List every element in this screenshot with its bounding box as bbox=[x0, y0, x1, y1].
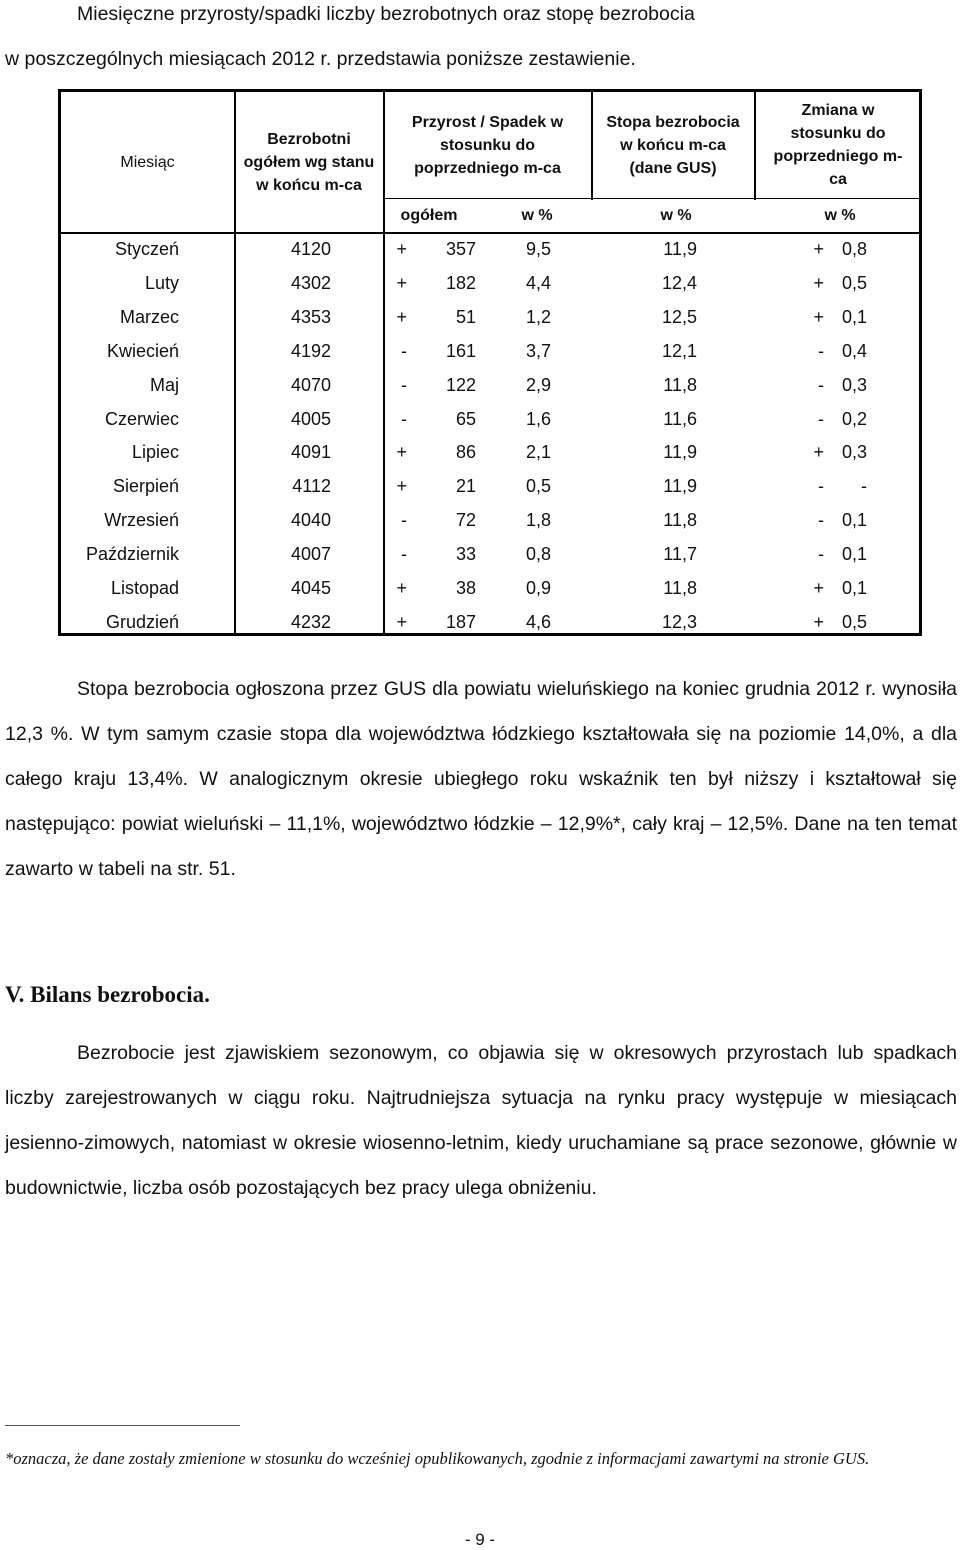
cell-change-abs: 122 bbox=[445, 374, 476, 395]
cell-change-pct: 3,7 bbox=[525, 340, 551, 361]
cell-change-abs: 161 bbox=[445, 340, 476, 361]
cell-change-abs: 182 bbox=[445, 272, 476, 293]
cell-change-sign: + bbox=[396, 611, 407, 632]
cell-rate: 12,1 bbox=[661, 340, 697, 361]
cell-rate-change-value: 0,1 bbox=[841, 578, 867, 598]
footnote-separator bbox=[5, 1425, 240, 1426]
cell-change-sign: + bbox=[396, 239, 407, 259]
cell-change-pct: 2,1 bbox=[525, 442, 551, 463]
cell-change-pct: 0,5 bbox=[525, 476, 551, 497]
cell-change-pct: 2,9 bbox=[525, 374, 551, 395]
cell-month: Styczeń bbox=[114, 239, 179, 259]
header-unemployed: Bezrobotni ogółem wg stanu w końcu m-ca bbox=[243, 130, 375, 194]
cell-change-pct: 1,6 bbox=[525, 408, 551, 429]
cell-total: 4091 bbox=[290, 442, 331, 463]
cell-rate-change-sign: - bbox=[818, 476, 824, 497]
cell-rate-change-value: 0,8 bbox=[841, 239, 867, 259]
cell-rate-change-value: 0,2 bbox=[841, 408, 867, 429]
header-change: Przyrost / Spadek w stosunku do poprzedniego m-ca bbox=[411, 113, 564, 177]
cell-rate: 11,8 bbox=[663, 578, 697, 598]
intro-line-1: Miesięczne przyrosty/spadki liczby bezrobotnych oraz stopę bezrobocia bbox=[77, 3, 695, 25]
cell-change-sign: + bbox=[396, 272, 407, 293]
subheader-total: ogółem bbox=[400, 207, 458, 224]
cell-change-sign: + bbox=[396, 476, 407, 497]
cell-change-pct: 1,2 bbox=[525, 306, 551, 327]
paragraph-unemployment-rate bbox=[5, 667, 957, 892]
cell-change-pct: 0,8 bbox=[525, 544, 551, 565]
header-month: Miesiąc bbox=[120, 153, 175, 171]
paragraph-2-text: Bezrobocie jest zjawiskiem sezonowym, co objawia się w okresowych przyrostach lub spadkach liczby zarejestrowanych w ciągu roku. Najtrudniejsza sytuacja na rynku pracy występuje w miesiącach jesienno-zimowych, natomiast w okresie wiosenno-letnim, kiedy uruchamiane są prace sezonowe, głównie w budownictwie, liczba osób pozostających bez pracy ulega obniżeniu. bbox=[5, 1042, 957, 1199]
cell-rate-change-value: 0,1 bbox=[841, 510, 867, 531]
cell-change-abs: 65 bbox=[455, 408, 476, 429]
cell-change-sign: - bbox=[401, 374, 407, 395]
cell-total: 4040 bbox=[290, 510, 331, 531]
cell-month: Wrzesień bbox=[104, 510, 179, 531]
cell-month: Sierpień bbox=[112, 476, 179, 497]
cell-rate-change-sign: + bbox=[813, 272, 824, 293]
cell-change-pct: 1,8 bbox=[525, 510, 551, 531]
cell-month: Październik bbox=[85, 544, 179, 565]
cell-rate-change-sign: - bbox=[818, 510, 824, 531]
cell-total: 4120 bbox=[290, 239, 331, 259]
cell-change-sign: + bbox=[396, 578, 407, 598]
cell-month: Grudzień bbox=[105, 611, 179, 632]
cell-change-abs: 33 bbox=[455, 544, 476, 565]
cell-rate: 12,4 bbox=[661, 272, 697, 293]
cell-change-pct: 0,9 bbox=[525, 578, 551, 598]
cell-rate-change-sign: - bbox=[818, 340, 824, 361]
cell-total: 4007 bbox=[290, 544, 331, 565]
cell-change-abs: 38 bbox=[455, 578, 476, 598]
cell-total: 4353 bbox=[290, 306, 331, 327]
cell-rate-change-sign: + bbox=[813, 306, 824, 327]
cell-rate-change-sign: - bbox=[818, 374, 824, 395]
cell-rate-change-sign: + bbox=[813, 611, 824, 632]
cell-rate: 11,9 bbox=[663, 239, 697, 259]
cell-rate-change-value: 0,5 bbox=[841, 272, 867, 293]
cell-rate: 12,3 bbox=[661, 611, 697, 632]
cell-total: 4302 bbox=[290, 272, 331, 293]
cell-rate-change-value: 0,4 bbox=[841, 340, 867, 361]
subheader-pct-rate-change: w % bbox=[824, 207, 856, 224]
cell-change-sign: + bbox=[396, 306, 407, 327]
cell-change-sign: - bbox=[401, 510, 407, 531]
cell-rate: 11,9 bbox=[663, 442, 697, 463]
cell-month: Kwiecień bbox=[106, 340, 179, 361]
cell-rate-change-sign: - bbox=[818, 408, 824, 429]
cell-change-pct: 4,6 bbox=[525, 611, 551, 632]
cell-month: Luty bbox=[144, 272, 179, 293]
cell-rate: 12,5 bbox=[661, 306, 697, 327]
cell-change-sign: + bbox=[396, 442, 407, 463]
cell-change-pct: 9,5 bbox=[525, 239, 551, 259]
cell-change-abs: 21 bbox=[455, 476, 476, 497]
cell-change-abs: 357 bbox=[445, 239, 476, 259]
cell-change-abs: 72 bbox=[455, 510, 476, 531]
cell-rate: 11,7 bbox=[663, 544, 697, 565]
cell-rate-change-value: 0,3 bbox=[841, 374, 867, 395]
cell-total: 4045 bbox=[290, 578, 331, 598]
cell-change-sign: - bbox=[401, 408, 407, 429]
section-heading: V. Bilans bezrobocia. bbox=[5, 982, 210, 1007]
intro-line-2: w poszczególnych miesiącach 2012 r. przedstawia poniższe zestawienie. bbox=[5, 48, 636, 70]
cell-change-sign: - bbox=[401, 544, 407, 565]
cell-rate-change-value: 0,1 bbox=[841, 544, 867, 565]
cell-rate-change-sign: + bbox=[813, 578, 824, 598]
cell-total: 4192 bbox=[290, 340, 331, 361]
cell-rate: 11,8 bbox=[663, 374, 697, 395]
cell-month: Listopad bbox=[110, 578, 179, 598]
cell-total: 4005 bbox=[290, 408, 331, 429]
cell-change-abs: 86 bbox=[455, 442, 476, 463]
footnote: *oznacza, że dane zostały zmienione w stosunku do wcześniej opublikowanych, zgodnie z informacjami zawartymi na stronie GUS. bbox=[5, 1449, 870, 1468]
cell-rate: 11,6 bbox=[663, 408, 697, 429]
cell-total: 4112 bbox=[292, 476, 331, 497]
cell-rate-change-sign: + bbox=[813, 239, 824, 259]
header-rate-change: Zmiana w stosunku do poprzedniego m-ca bbox=[773, 102, 903, 188]
subheader-pct-rate: w % bbox=[660, 207, 692, 224]
page-number: - 9 - bbox=[464, 1530, 496, 1549]
cell-rate: 11,8 bbox=[663, 510, 697, 531]
paragraph-1-text: Stopa bezrobocia ogłoszona przez GUS dla powiatu wieluńskiego na koniec grudnia 2012 r. wynosiła 12,3 %. W tym samym czasie stopa dla województwa łódzkiego kształtowała się na poziomie 14,0%, a dla całego kraju 13,4%. W analogicznym okresie ubiegłego roku wskaźnik ten był niższy i kształtował się następująco: powiat wieluński – 11,1%, województwo łódzkie – 12,9%*, cały kraj – 12,5%. Dane na ten temat zawarto w tabeli na str. 51. bbox=[5, 678, 957, 880]
paragraph-seasonality bbox=[5, 1031, 957, 1211]
cell-month: Marzec bbox=[119, 306, 179, 327]
cell-rate-change-value: - bbox=[861, 476, 867, 497]
cell-change-abs: 51 bbox=[455, 306, 476, 327]
cell-month: Czerwiec bbox=[104, 408, 179, 429]
cell-change-pct: 4,4 bbox=[525, 272, 551, 293]
cell-rate-change-value: 0,3 bbox=[841, 442, 867, 463]
cell-total: 4070 bbox=[290, 374, 331, 395]
cell-month: Lipiec bbox=[131, 442, 179, 463]
cell-change-sign: - bbox=[401, 340, 407, 361]
cell-rate-change-value: 0,5 bbox=[841, 611, 867, 632]
cell-rate-change-sign: + bbox=[813, 442, 824, 463]
intro-paragraph bbox=[5, 0, 957, 82]
cell-month: Maj bbox=[149, 374, 179, 395]
cell-rate-change-sign: - bbox=[818, 544, 824, 565]
cell-rate: 11,9 bbox=[663, 476, 697, 497]
header-rate: Stopa bezrobocia w końcu m-ca (dane GUS) bbox=[606, 113, 740, 177]
subheader-pct-change: w % bbox=[521, 207, 553, 224]
cell-rate-change-value: 0,1 bbox=[841, 306, 867, 327]
unemployment-table bbox=[58, 89, 922, 636]
cell-change-abs: 187 bbox=[445, 611, 476, 632]
cell-total: 4232 bbox=[290, 611, 331, 632]
